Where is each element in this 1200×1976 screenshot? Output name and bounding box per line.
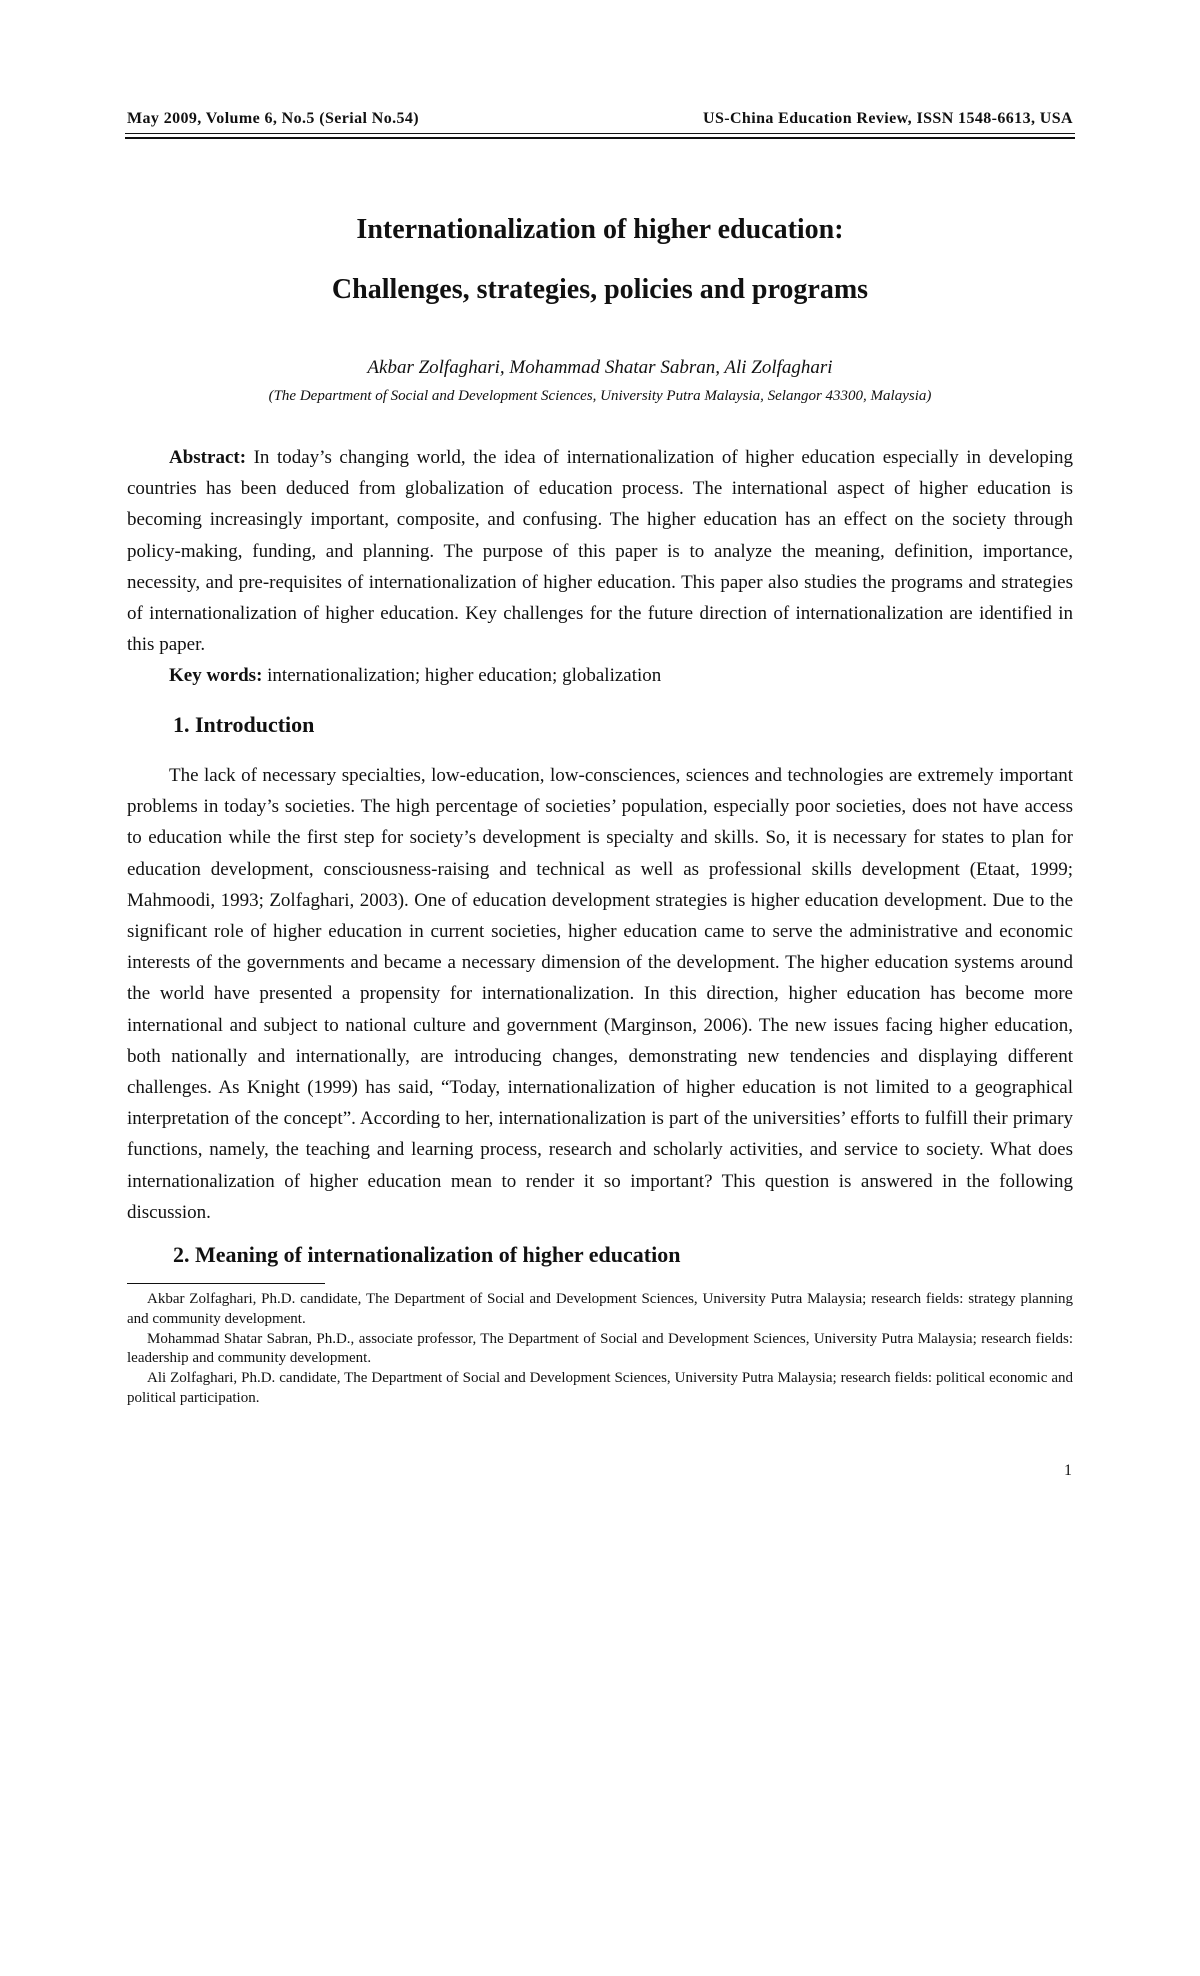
keywords-text: internationalization; higher education; globalization bbox=[267, 665, 662, 686]
footnote-item: Akbar Zolfaghari, Ph.D. candidate, The Department of Social and Development Sciences, University Putra Malaysia; research fields: strategy planning and community development. bbox=[127, 1291, 1073, 1327]
paper-title-line-1: Internationalization of higher education: bbox=[356, 214, 844, 245]
header-rule-thin bbox=[125, 133, 1075, 134]
running-header bbox=[127, 110, 1073, 128]
page-number: 1 bbox=[1064, 1462, 1072, 1479]
footnote-separator bbox=[127, 1283, 325, 1284]
keywords-paragraph bbox=[127, 660, 1073, 691]
introduction-paragraph: The lack of necessary specialties, low-education, low-consciences, sciences and technologies are extremely important problems in today’s societies. The high percentage of societies’ population, especially poor societies, does not have access to education while the first step for society’s development is specialty and skills. So, it is necessary for states to plan for education development, consciousness-raising and technical as well as professional skills development (Etaat, 1999; Mahmoodi, 1993; Zolfaghari, 2003). One of education development strategies is higher education development. Due to the significant role of higher education in current societies, higher education came to serve the administrative and economic interests of the governments and became a necessary dimension of the development. The higher education systems around the world have presented a propensity for internationalization. In this direction, higher education has become more international and subject to national culture and government (Marginson, 2006). The new issues facing higher education, both nationally and internationally, are introducing changes, demonstrating new tendencies and displaying different challenges. As Knight (1999) has said, “Today, internationalization of higher education is not limited to a geographical interpretation of the concept”. According to her, internationalization is part of the universities’ efforts to fulfill their primary functions, namely, the teaching and learning process, research and scholarly activities, and service to society. What does internationalization of higher education mean to render it so important? This question is answered in the following discussion. bbox=[127, 765, 1073, 1223]
abstract-label: Abstract: bbox=[169, 447, 247, 468]
paper-title-line-2: Challenges, strategies, policies and programs bbox=[331, 274, 869, 305]
footnote-item: Mohammad Shatar Sabran, Ph.D., associate professor, The Department of Social and Development Sciences, University Putra Malaysia; research fields: leadership and community development. bbox=[127, 1330, 1073, 1367]
keywords-label: Key words: bbox=[169, 665, 263, 686]
section-heading-meaning: 2. Meaning of internationalization of higher education bbox=[173, 1242, 681, 1267]
abstract-text: In today’s changing world, the idea of internationalization of higher education especially in developing countries has been deduced from globalization of education process. The international aspect of higher education is becoming increasingly important, composite, and confusing. The higher education has an effect on the society through policy-making, funding, and planning. The purpose of this paper is to analyze the meaning, definition, importance, necessity, and pre-requisites of internationalization of higher education. This paper also studies the programs and strategies of internationalization of higher education. Key challenges for the future direction of internationalization are identified in this paper. bbox=[127, 447, 1074, 656]
header-journal-name: US-China Education Review, ISSN 1548-6613, USA bbox=[702, 110, 1073, 127]
author-affiliation: (The Department of Social and Development Sciences, University Putra Malaysia, Selangor 43300, Malaysia) bbox=[268, 388, 932, 404]
footnotes bbox=[127, 1290, 1073, 1409]
header-journal-issue: May 2009, Volume 6, No.5 (Serial No.54) bbox=[127, 110, 420, 127]
footnote-item: Ali Zolfaghari, Ph.D. candidate, The Department of Social and Development Sciences, University Putra Malaysia; research fields: political economic and political participation. bbox=[127, 1370, 1073, 1406]
abstract-paragraph bbox=[127, 442, 1073, 660]
author-list: Akbar Zolfaghari, Mohammad Shatar Sabran, Ali Zolfaghari bbox=[367, 357, 833, 378]
section-heading-introduction: 1. Introduction bbox=[173, 712, 315, 737]
header-rule-thick bbox=[125, 137, 1075, 139]
